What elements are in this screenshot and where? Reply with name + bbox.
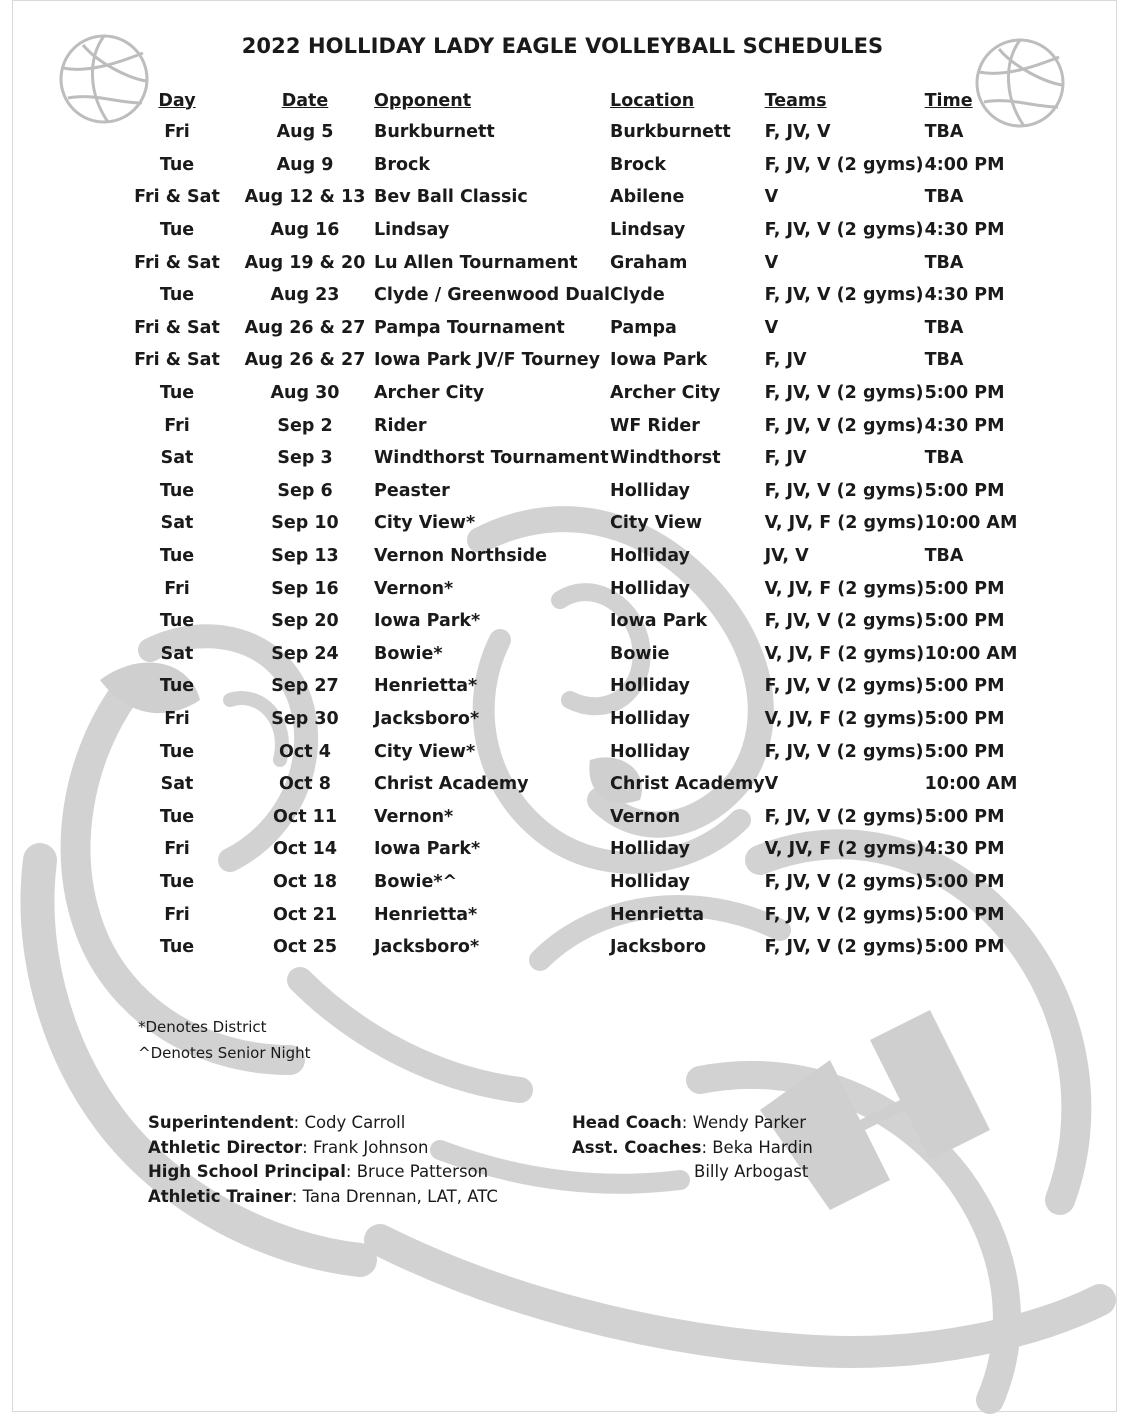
cell-location: Abilene: [610, 187, 685, 208]
column-header-opponent: Opponent: [374, 90, 472, 111]
cell-opponent: Burkburnett: [374, 122, 495, 143]
cell-time: 4:30 PM: [924, 839, 1005, 860]
cell-day: Sat: [160, 643, 194, 664]
cell-opponent: Peaster: [374, 480, 450, 501]
cell-day: Tue: [159, 285, 195, 306]
cell-time: 5:00 PM: [924, 611, 1005, 632]
page-title: 2022 HOLLIDAY LADY EAGLE VOLLEYBALL SCHEDULES: [241, 34, 884, 58]
table-row: [118, 442, 1035, 475]
schedule-table: [118, 85, 1035, 963]
staff-principal: High School Principal: Bruce Patterson: [148, 1162, 489, 1181]
cell-opponent: Windthorst Tournament: [374, 448, 609, 469]
column-header-time: Time: [924, 90, 973, 111]
cell-date: Sep 10: [271, 513, 339, 534]
cell-opponent: Lu Allen Tournament: [374, 252, 578, 273]
staff-superintendent: Superintendent: Cody Carroll: [148, 1113, 406, 1132]
cell-location: Vernon: [610, 806, 681, 827]
cell-location: Holliday: [610, 578, 690, 599]
table-row: [118, 116, 1035, 149]
cell-location: Jacksboro: [610, 937, 706, 958]
cell-teams: F, JV, V (2 gyms): [764, 871, 924, 892]
cell-day: Sat: [160, 513, 194, 534]
cell-opponent: Archer City: [374, 383, 485, 404]
column-header-teams: Teams: [764, 90, 827, 111]
cell-teams: F, JV, V (2 gyms): [764, 741, 924, 762]
table-row: [118, 214, 1035, 247]
cell-day: Tue: [159, 741, 195, 762]
cell-time: 4:30 PM: [924, 415, 1005, 436]
cell-date: Aug 16: [270, 220, 340, 241]
table-row: [118, 931, 1035, 964]
table-row: [118, 377, 1035, 410]
cell-day: Sat: [160, 774, 194, 795]
table-row: [118, 735, 1035, 768]
cell-teams: F, JV, V: [764, 122, 831, 143]
cell-date: Oct 21: [272, 904, 338, 925]
cell-opponent: Jacksboro*: [374, 708, 480, 729]
cell-location: Holliday: [610, 676, 690, 697]
admin-staff: [148, 1111, 498, 1209]
cell-teams: F, JV: [764, 448, 807, 469]
cell-day: Tue: [159, 676, 195, 697]
cell-date: Oct 25: [272, 937, 338, 958]
table-row: [118, 703, 1035, 736]
table-row: [118, 246, 1035, 279]
cell-teams: F, JV, V (2 gyms): [764, 415, 924, 436]
cell-teams: F, JV, V (2 gyms): [764, 480, 924, 501]
cell-time: 5:00 PM: [924, 741, 1005, 762]
cell-opponent: Lindsay: [374, 220, 450, 241]
cell-teams: F, JV, V (2 gyms): [764, 676, 924, 697]
staff-head-coach: Head Coach: Wendy Parker: [572, 1113, 807, 1132]
cell-opponent: Clyde / Greenwood Dual: [374, 285, 611, 306]
cell-time: 4:30 PM: [924, 285, 1005, 306]
cell-date: Aug 26 & 27: [244, 350, 366, 371]
cell-date: Aug 12 & 13: [244, 187, 366, 208]
table-row: [118, 540, 1035, 573]
cell-teams: V, JV, F (2 gyms): [764, 513, 925, 534]
table-row: [118, 605, 1035, 638]
cell-teams: V: [764, 317, 779, 338]
cell-opponent: Vernon*: [374, 578, 454, 599]
cell-teams: F, JV, V (2 gyms): [764, 611, 924, 632]
cell-opponent: Rider: [374, 415, 427, 436]
cell-day: Fri & Sat: [134, 350, 220, 371]
staff-asst-coach-2: Billy Arbogast: [694, 1162, 809, 1181]
cell-time: TBA: [924, 122, 964, 143]
cell-opponent: Iowa Park*: [374, 611, 481, 632]
cell-date: Sep 30: [271, 708, 339, 729]
table-header-row: [118, 85, 1035, 116]
cell-date: Oct 11: [272, 806, 338, 827]
cell-teams: F, JV: [764, 350, 807, 371]
table-row: [118, 181, 1035, 214]
cell-date: Sep 20: [271, 611, 339, 632]
cell-location: Holliday: [610, 871, 690, 892]
cell-opponent: Bowie*^: [374, 871, 458, 892]
table-row: [118, 866, 1035, 899]
table-row: [118, 898, 1035, 931]
cell-opponent: Brock: [374, 154, 431, 175]
cell-time: 10:00 AM: [924, 643, 1018, 664]
cell-location: Archer City: [610, 383, 721, 404]
cell-day: Fri: [164, 708, 190, 729]
cell-date: Sep 6: [277, 480, 333, 501]
cell-opponent: City View*: [374, 741, 476, 762]
cell-date: Oct 4: [279, 741, 331, 762]
cell-location: WF Rider: [610, 415, 700, 436]
table-row: [118, 572, 1035, 605]
cell-teams: V, JV, F (2 gyms): [764, 708, 925, 729]
cell-date: Sep 13: [271, 546, 339, 567]
cell-date: Sep 2: [277, 415, 333, 436]
cell-opponent: Vernon*: [374, 806, 454, 827]
cell-time: 5:00 PM: [924, 578, 1005, 599]
table-row: [118, 833, 1035, 866]
cell-location: Windthorst: [610, 448, 721, 469]
cell-location: Christ Academy: [610, 774, 765, 795]
cell-date: Oct 18: [272, 871, 338, 892]
cell-location: Iowa Park: [610, 350, 708, 371]
cell-opponent: Jacksboro*: [374, 937, 480, 958]
cell-date: Aug 5: [276, 122, 334, 143]
cell-date: Oct 14: [272, 839, 338, 860]
cell-date: Sep 24: [271, 643, 339, 664]
cell-location: Bowie: [610, 643, 670, 664]
cell-opponent: City View*: [374, 513, 476, 534]
cell-day: Tue: [159, 383, 195, 404]
cell-teams: F, JV, V (2 gyms): [764, 220, 924, 241]
cell-time: TBA: [924, 252, 964, 273]
cell-teams: V: [764, 774, 779, 795]
cell-time: 5:00 PM: [924, 871, 1005, 892]
table-row: [118, 409, 1035, 442]
cell-day: Fri & Sat: [134, 252, 220, 273]
cell-time: 4:30 PM: [924, 220, 1005, 241]
cell-time: TBA: [924, 448, 964, 469]
cell-time: 5:00 PM: [924, 937, 1005, 958]
table-row: [118, 344, 1035, 377]
table-row: [118, 800, 1035, 833]
cell-time: 5:00 PM: [924, 383, 1005, 404]
cell-location: Clyde: [610, 285, 665, 306]
table-row: [118, 279, 1035, 312]
note-district: *Denotes District: [138, 1018, 267, 1036]
cell-location: Henrietta: [610, 904, 705, 925]
cell-location: City View: [610, 513, 703, 534]
table-row: [118, 312, 1035, 345]
cell-day: Fri & Sat: [134, 317, 220, 338]
cell-opponent: Iowa Park JV/F Tourney: [374, 350, 601, 371]
cell-time: TBA: [924, 546, 964, 567]
column-header-location: Location: [610, 90, 695, 111]
cell-time: 4:00 PM: [924, 154, 1005, 175]
cell-opponent: Pampa Tournament: [374, 317, 565, 338]
column-header-date: Date: [281, 90, 329, 111]
cell-opponent: Henrietta*: [374, 904, 478, 925]
cell-day: Tue: [159, 546, 195, 567]
cell-location: Holliday: [610, 480, 690, 501]
cell-teams: V, JV, F (2 gyms): [764, 839, 925, 860]
cell-teams: F, JV, V (2 gyms): [764, 937, 924, 958]
cell-day: Fri: [164, 415, 190, 436]
cell-location: Holliday: [610, 546, 690, 567]
cell-day: Tue: [159, 806, 195, 827]
cell-teams: F, JV, V (2 gyms): [764, 285, 924, 306]
cell-date: Sep 16: [271, 578, 339, 599]
cell-location: Lindsay: [610, 220, 686, 241]
cell-teams: V, JV, F (2 gyms): [764, 643, 925, 664]
cell-location: Iowa Park: [610, 611, 708, 632]
cell-day: Fri: [164, 839, 190, 860]
cell-location: Burkburnett: [610, 122, 731, 143]
table-row: [118, 149, 1035, 182]
cell-opponent: Henrietta*: [374, 676, 478, 697]
table-row: [118, 768, 1035, 801]
cell-time: 5:00 PM: [924, 480, 1005, 501]
cell-teams: F, JV, V (2 gyms): [764, 806, 924, 827]
cell-time: TBA: [924, 317, 964, 338]
cell-day: Tue: [159, 154, 195, 175]
footnotes: [138, 1014, 311, 1066]
cell-date: Sep 27: [271, 676, 339, 697]
cell-day: Sat: [160, 448, 194, 469]
cell-time: 5:00 PM: [924, 676, 1005, 697]
table-row: [118, 638, 1035, 671]
note-senior-night: ^Denotes Senior Night: [138, 1044, 311, 1062]
table-row: [118, 475, 1035, 508]
column-header-day: Day: [158, 90, 196, 111]
cell-time: TBA: [924, 350, 964, 371]
cell-location: Holliday: [610, 708, 690, 729]
cell-time: 10:00 AM: [924, 774, 1018, 795]
cell-day: Fri: [164, 578, 190, 599]
cell-date: Sep 3: [277, 448, 333, 469]
cell-time: TBA: [924, 187, 964, 208]
staff-athletic-director: Athletic Director: Frank Johnson: [148, 1137, 429, 1157]
table-row: [118, 670, 1035, 703]
cell-time: 5:00 PM: [924, 806, 1005, 827]
cell-date: Aug 19 & 20: [244, 252, 366, 273]
cell-date: Aug 26 & 27: [244, 317, 366, 338]
cell-day: Tue: [159, 611, 195, 632]
cell-teams: F, JV, V (2 gyms): [764, 904, 924, 925]
cell-opponent: Iowa Park*: [374, 839, 481, 860]
cell-day: Tue: [159, 480, 195, 501]
cell-location: Holliday: [610, 741, 690, 762]
staff-athletic-trainer: Athletic Trainer: Tana Drennan, LAT, ATC: [148, 1186, 498, 1206]
cell-date: Aug 9: [276, 154, 334, 175]
cell-time: 5:00 PM: [924, 708, 1005, 729]
coaching-staff: [572, 1111, 813, 1185]
cell-day: Tue: [159, 937, 195, 958]
cell-location: Holliday: [610, 839, 690, 860]
cell-teams: JV, V: [764, 546, 809, 567]
cell-teams: F, JV, V (2 gyms): [764, 383, 924, 404]
cell-location: Pampa: [610, 317, 677, 338]
cell-opponent: Christ Academy: [374, 774, 529, 795]
cell-date: Aug 23: [270, 285, 340, 306]
cell-day: Fri & Sat: [134, 187, 220, 208]
cell-day: Tue: [159, 871, 195, 892]
table-row: [118, 507, 1035, 540]
cell-day: Fri: [164, 122, 190, 143]
cell-opponent: Bev Ball Classic: [374, 187, 528, 208]
cell-opponent: Vernon Northside: [374, 546, 548, 567]
cell-teams: V, JV, F (2 gyms): [764, 578, 925, 599]
cell-opponent: Bowie*: [374, 643, 443, 664]
staff-asst-coach-1: Asst. Coaches: Beka Hardin: [572, 1137, 813, 1157]
cell-day: Tue: [159, 220, 195, 241]
cell-teams: V: [764, 187, 779, 208]
cell-day: Fri: [164, 904, 190, 925]
cell-teams: F, JV, V (2 gyms): [764, 154, 924, 175]
cell-location: Graham: [610, 252, 688, 273]
cell-teams: V: [764, 252, 779, 273]
cell-time: 10:00 AM: [924, 513, 1018, 534]
cell-date: Oct 8: [279, 774, 331, 795]
cell-time: 5:00 PM: [924, 904, 1005, 925]
cell-location: Brock: [610, 154, 667, 175]
cell-date: Aug 30: [270, 383, 340, 404]
